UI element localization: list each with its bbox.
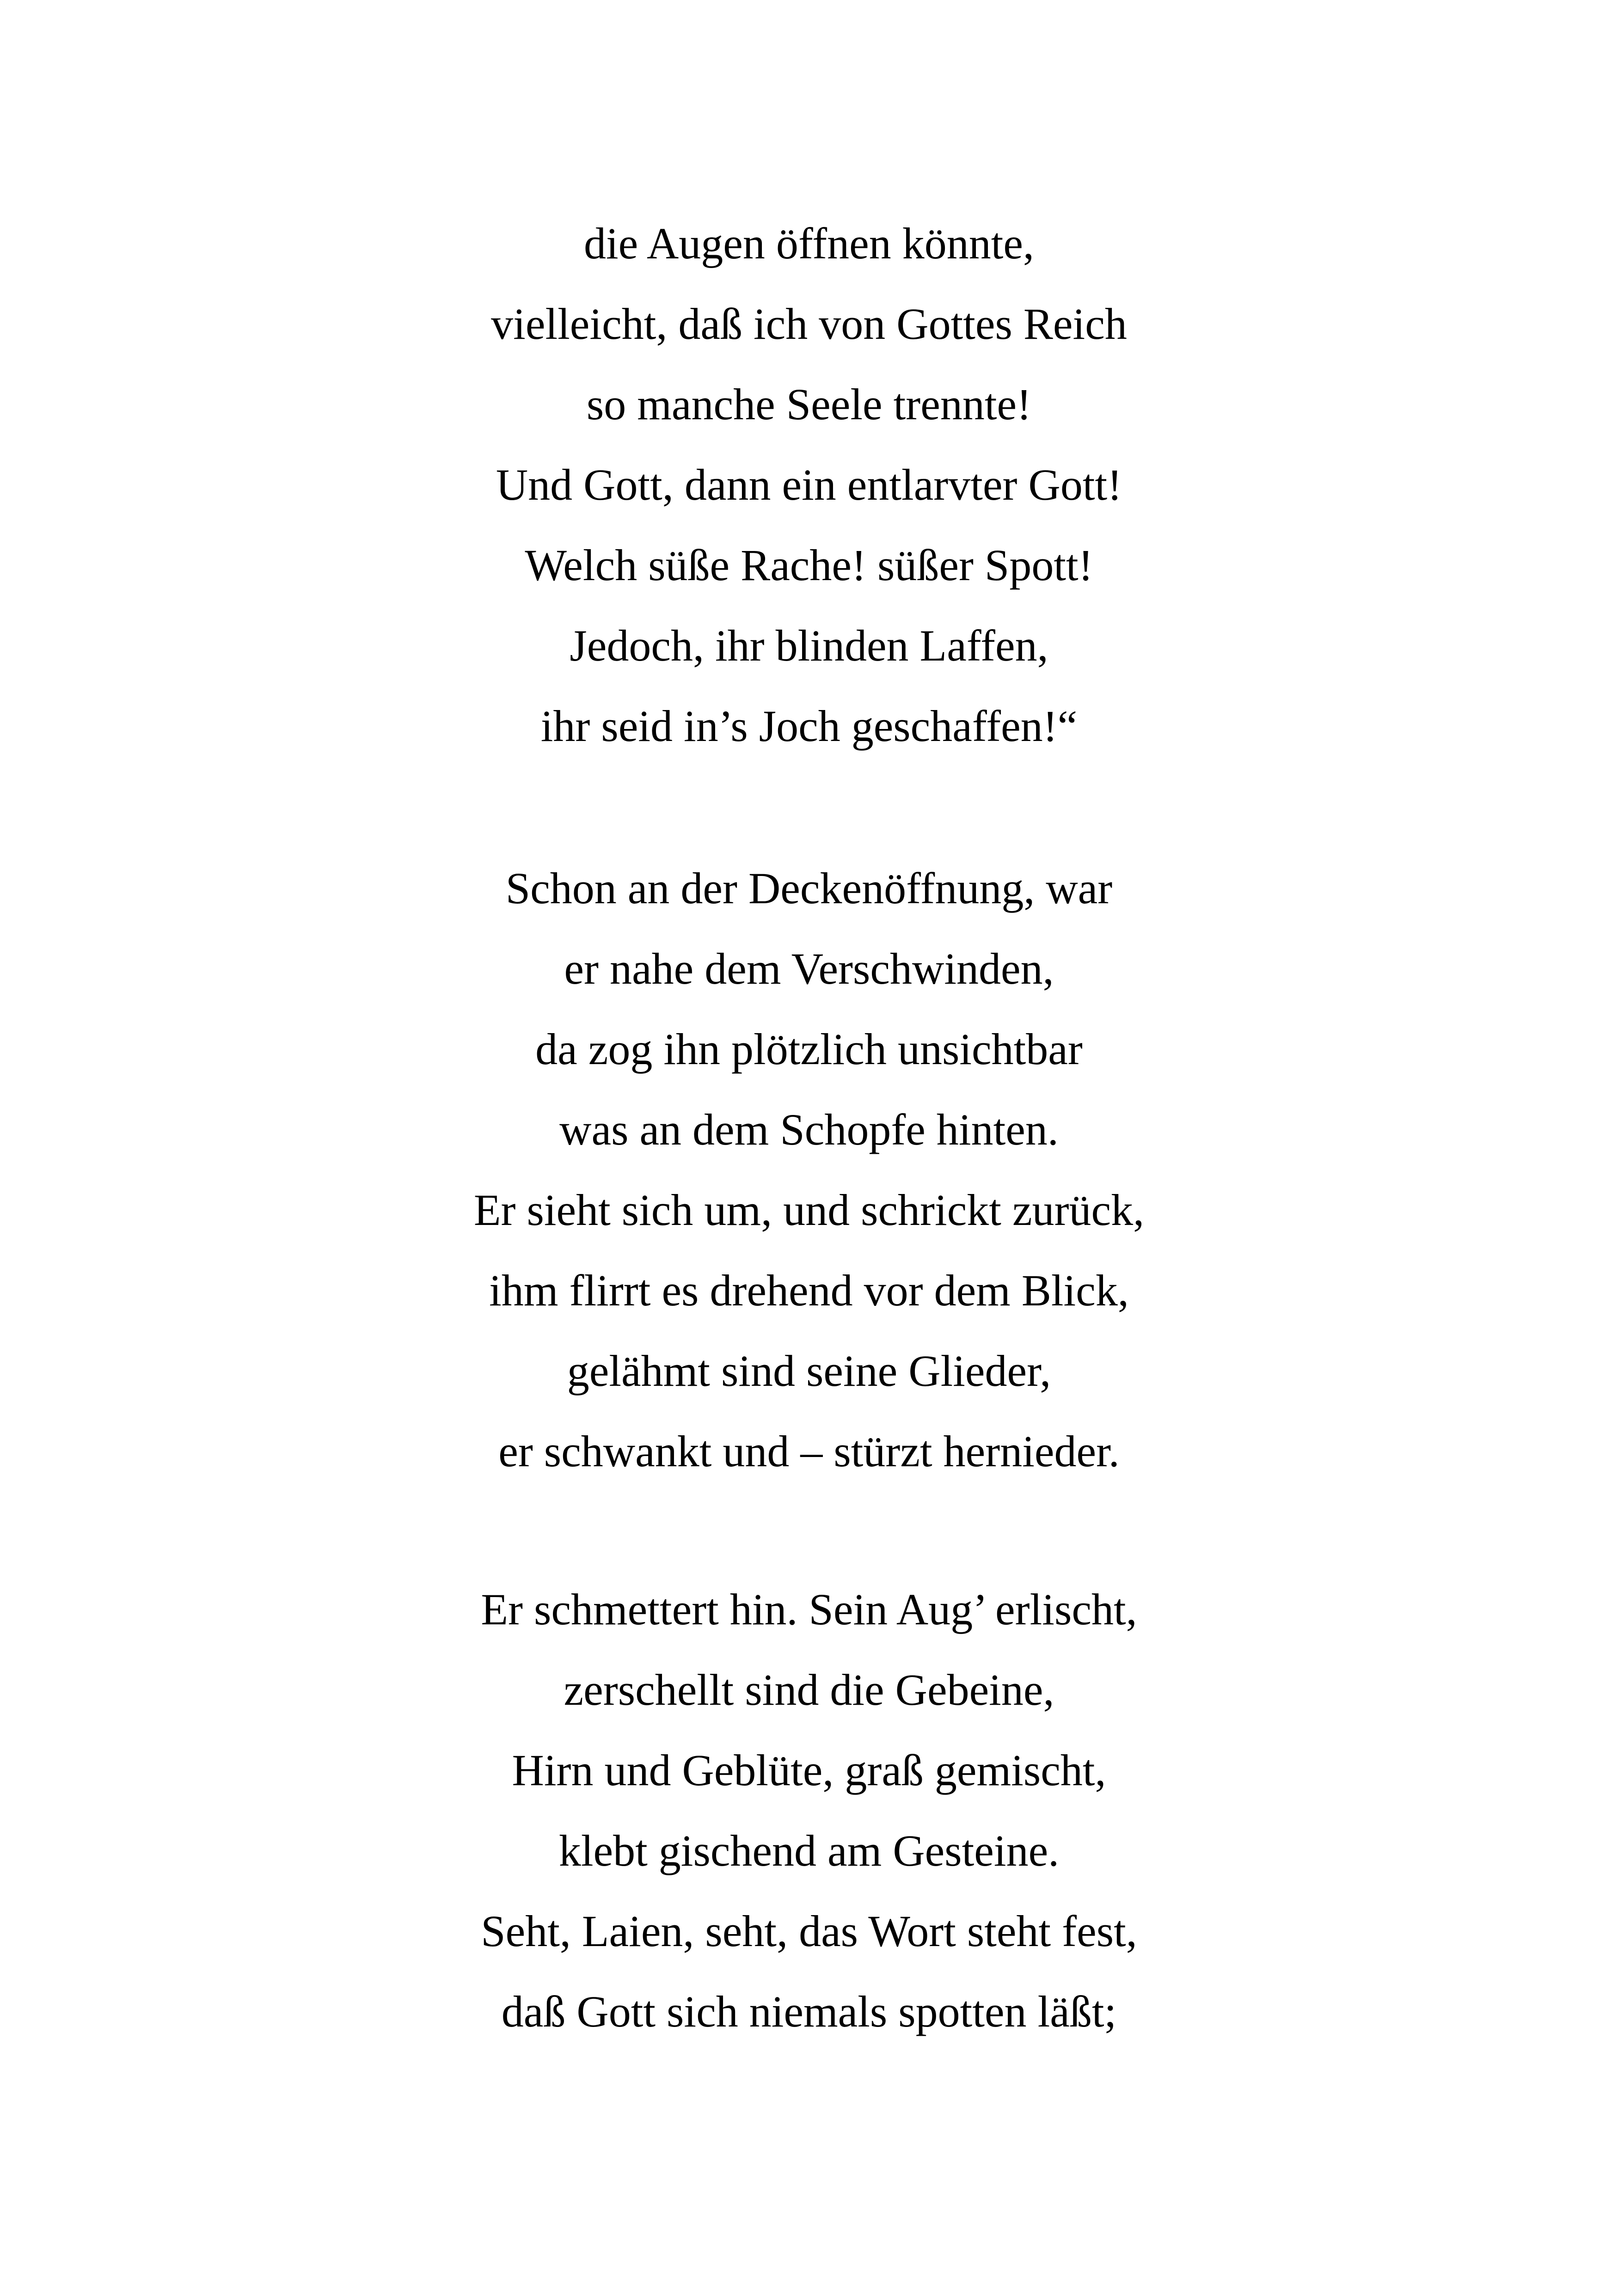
- poem-line: Er sieht sich um, und schrickt zurück,: [473, 1185, 1145, 1235]
- poem-line: er nahe dem Verschwinden,: [564, 944, 1054, 993]
- poem-line: gelähmt sind seine Glieder,: [567, 1346, 1051, 1396]
- poem-line: klebt gischend am Gesteine.: [558, 1826, 1060, 1875]
- poem-line: die Augen öffnen könnte,: [583, 219, 1034, 268]
- poem-line: vielleicht, daß ich von Gottes Reich: [491, 299, 1127, 349]
- poem-line: Welch süße Rache! süßer Spott!: [525, 540, 1093, 590]
- stanza-1: [0, 203, 1618, 766]
- poem-line: er schwankt und – stürzt hernieder.: [498, 1427, 1120, 1476]
- poem-line: was an dem Schopfe hinten.: [559, 1105, 1059, 1154]
- poem-line: Seht, Laien, seht, das Wort steht fest,: [481, 1906, 1137, 1956]
- poem-line: daß Gott sich niemals spotten läßt;: [501, 1987, 1117, 2036]
- poem-line: Schon an der Deckenöffnung, war: [505, 863, 1113, 913]
- poem-line: Hirn und Geblüte, graß gemischt,: [512, 1745, 1106, 1795]
- poem-line: ihm flirrt es drehend vor dem Blick,: [489, 1266, 1129, 1315]
- poem-line: da zog ihn plötzlich unsichtbar: [535, 1024, 1083, 1074]
- poem-line: so manche Seele trennte!: [586, 380, 1032, 429]
- poem-line: ihr seid in’s Joch geschaffen!“: [540, 701, 1078, 751]
- stanza-3: [0, 1569, 1618, 2052]
- poem-line: Und Gott, dann ein entlarvter Gott!: [496, 460, 1122, 509]
- poem-line: zerschellt sind die Gebeine,: [564, 1665, 1054, 1714]
- poem-line: Jedoch, ihr blinden Laffen,: [570, 621, 1048, 670]
- poem-line: Er schmettert hin. Sein Aug’ erlischt,: [481, 1585, 1137, 1634]
- stanza-2: [0, 848, 1618, 1492]
